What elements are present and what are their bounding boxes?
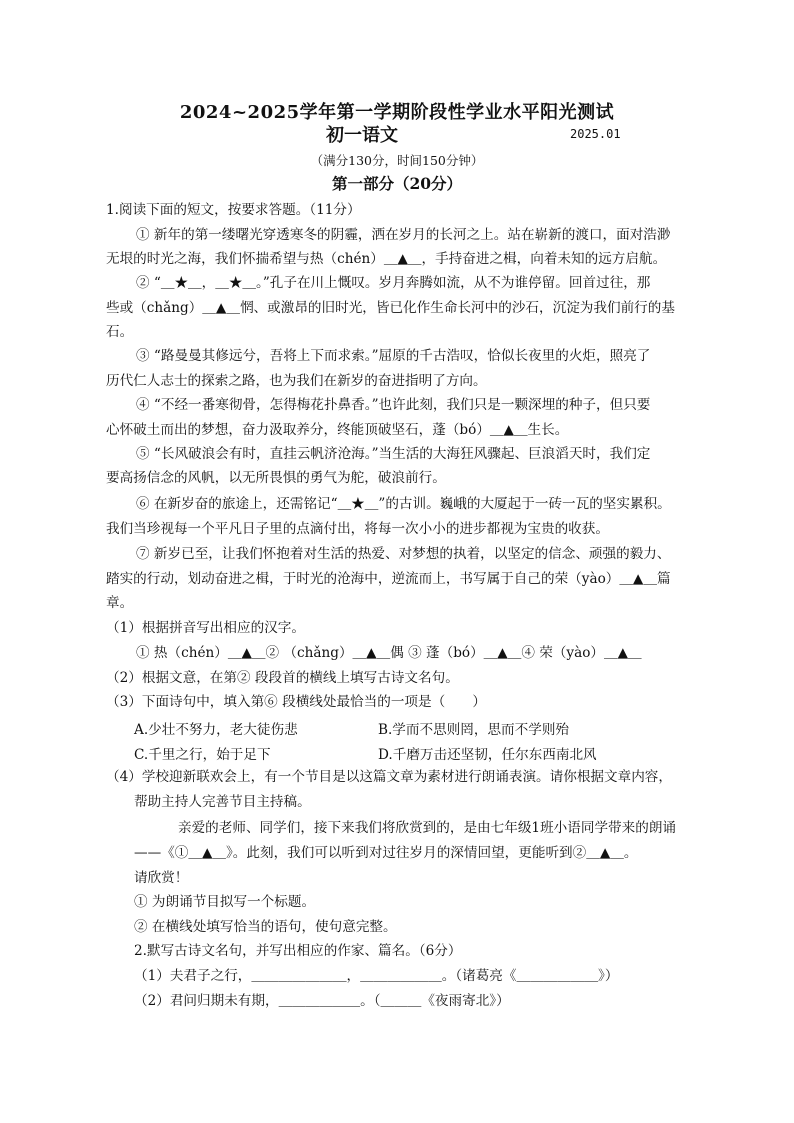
option-a: A.少壮不努力，老大徒伤悲 <box>134 722 298 738</box>
option-d: D.千磨万击还坚韧，任尔东西南北风 <box>378 747 597 763</box>
paragraph-5-line-2: 要高扬信念的风帆，以无所畏惧的勇气为舵，破浪前行。 <box>106 470 446 486</box>
paragraph-2-line-2: 些或（chǎng）＿▲＿惘、或激昂的旧时光，皆已化作生命长河中的沙石，沉淀为我们前行的基 <box>106 300 675 316</box>
paragraph-1-line-1: ① 新年的第一缕曙光穿透寒冬的阴霾，洒在岁月的长河之上。站在崭新的渡口，面对浩渺 <box>136 227 671 243</box>
paragraph-3-line-2: 历代仁人志士的探索之路，也为我们在新岁的奋进指明了方向。 <box>106 373 487 389</box>
paragraph-3-line-1: ③ “路曼曼其修远兮，吾将上下而求索。”屈原的千古浩叹，恰似长夜里的火炬，照亮了 <box>136 348 651 364</box>
paragraph-7-line-1: ⑦ 新岁已至，让我们怀抱着对生活的热爱、对梦想的执着，以坚定的信念、顽强的毅力、 <box>136 546 671 562</box>
task-2: ② 在横线处填写恰当的语句，使句意完整。 <box>134 919 397 935</box>
paragraph-4-line-2: 心怀破土而出的梦想，奋力汲取养分，终能顶破坚石，蓬（bó）＿▲＿生长。 <box>106 422 569 438</box>
subquestion-4-line-1: （4）学校迎新联欢会上，有一个节目是以这篇文章为素材进行朗诵表演。请你根据文章内容， <box>106 769 672 785</box>
host-script-line-1: 亲爱的老师、同学们，接下来我们将欣赏到的，是由七年级1班小语同学带来的朗诵 <box>178 820 677 836</box>
exam-title: 2024~2025学年第一学期阶段性学业水平阳光测试 <box>179 102 615 123</box>
subquestion-1-blanks: ① 热（chén）＿▲＿② （chǎng）＿▲＿偶 ③ 蓬（bó）＿▲＿④ 荣（yào）＿▲＿ <box>136 645 642 661</box>
subquestion-4-line-2: 帮助主持人完善节目主持稿。 <box>134 794 311 810</box>
exam-date: 2025.01 <box>570 127 621 141</box>
paragraph-1-line-2: 无垠的时光之海，我们怀揣希望与热（chén）＿▲＿，手持奋进之楫，向着未知的远方启航。 <box>106 251 667 267</box>
score-time-note: （满分130分，时间150分钟） <box>310 153 484 168</box>
paragraph-6-line-2: 我们当珍视每一个平凡日子里的点滴付出，将每一次小小的进步都视为宝贵的收获。 <box>106 521 609 537</box>
host-script-line-2: ——《①＿▲＿》。此刻，我们可以听到对过往岁月的深情回望，更能听到②＿▲＿。 <box>134 845 638 861</box>
subquestion-2: （2）根据文意，在第② 段段首的横线上填写古诗文名句。 <box>106 670 459 686</box>
subject-title: 初一语文 <box>326 125 398 146</box>
paragraph-5-line-1: ⑤ “长风破浪会有时，直挂云帆济沧海。”当生活的大海狂风骤起、巨浪滔天时，我们定 <box>136 446 651 462</box>
paragraph-7-line-2: 踏实的行动，划动奋进之楫，于时光的沧海中，逆流而上，书写属于自己的荣（yào）＿▲＿篇 <box>106 571 671 587</box>
paragraph-2-line-1: ② “＿★＿，＿★＿。”孔子在川上慨叹。岁月奔腾如流，从不为谁停留。回首过往，那 <box>136 275 651 291</box>
option-b: B.学而不思则罔，思而不学则殆 <box>378 722 570 738</box>
paragraph-7-line-3: 章。 <box>106 595 134 611</box>
part-heading: 第一部分（20分） <box>331 174 463 193</box>
subquestion-1: （1）根据拼音写出相应的汉字。 <box>106 620 305 636</box>
q2-line-1: （1）夫君子之行，＿＿＿＿＿＿＿，＿＿＿＿＿＿。（诸葛亮《＿＿＿＿＿＿》） <box>134 968 619 984</box>
q2-heading: 2.默写古诗文名句，并写出相应的作家、篇名。（6分） <box>134 943 462 959</box>
paragraph-2-line-3: 石。 <box>106 324 134 340</box>
q1-heading: 1.阅读下面的短文，按要求答题。（11分） <box>106 202 361 218</box>
task-1: ① 为朗诵节目拟写一个标题。 <box>134 894 316 910</box>
subquestion-3: （3）下面诗句中，填入第⑥ 段横线处最恰当的一项是（ ） <box>106 694 486 710</box>
paragraph-4-line-1: ④ “不经一番寒彻骨，怎得梅花扑鼻香。”也许此刻，我们只是一颗深埋的种子，但只要 <box>136 397 651 413</box>
option-c: C.千里之行，始于足下 <box>134 747 271 763</box>
q2-line-2: （2）君问归期未有期，＿＿＿＿＿＿。（＿＿＿《夜雨寄北》） <box>134 993 510 1009</box>
paragraph-6-line-1: ⑥ 在新岁奋的旅途上，还需铭记“＿★＿”的古训。巍峨的大厦起于一砖一瓦的坚实累积。 <box>136 496 671 512</box>
host-script-line-3: 请欣赏！ <box>134 870 189 886</box>
